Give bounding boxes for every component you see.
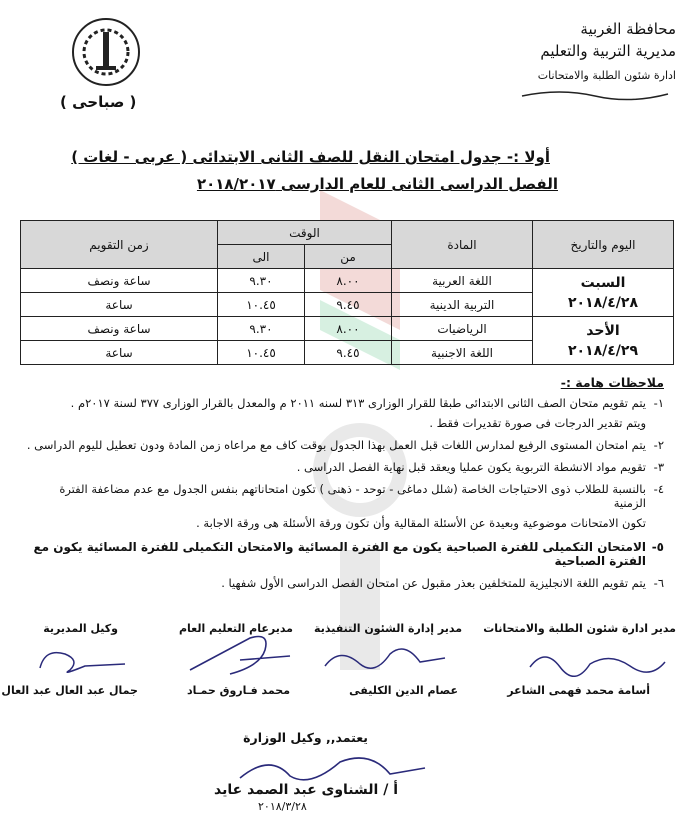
signatory-role: مدير إدارة الشئون التنفيذية [314, 622, 462, 635]
signature-scribble [520, 642, 670, 682]
note-item [24, 576, 664, 590]
exam-schedule-table [20, 220, 674, 365]
header-flourish [520, 86, 670, 102]
note-text: يتم امتحان المستوى الرفيع لمدارس اللغات قبل العمل بهذا الجدول بوقت كاف مع مراعاه زمن المادة ودون تعطيل لليوم الدراسى . [26, 438, 646, 452]
ministry-logo [72, 18, 140, 86]
signatory-name: محمد فـاروق حمـاد [186, 684, 290, 697]
gear-tower-icon [74, 20, 138, 84]
governorate-name: محافظة الغربية [580, 20, 676, 38]
approval-date: ٢٠١٨/٣/٢٨ [258, 800, 307, 813]
approver-name: أ / الشناوى عبد الصمد عايد [214, 782, 398, 798]
note-number: ٦- [653, 576, 664, 590]
signatory-role: وكيل المديرية [43, 622, 118, 635]
note-text: بالنسبة للطلاب ذوى الاحتياجات الخاصة (شلل دماغى - توحد - ذهنى ) تكون امتحاناتهم بنفس الجدول مع عدم مضاعفة الفترة الزمنية [59, 482, 646, 510]
day-name: السبت [580, 274, 626, 291]
to-cell: ١٠.٤٥ [218, 293, 305, 317]
note-item [24, 540, 664, 568]
note-item [24, 438, 664, 452]
to-cell: ١٠.٤٥ [218, 341, 305, 365]
session-label: ( صباحى ) [60, 93, 137, 111]
note-text: تكون الامتحانات موضوعية وبعيدة عن الأسئلة المقالية وأن تكون ورقة الأسئلة هى ورقة الاجابة . [196, 516, 646, 530]
signature-scribble [320, 636, 450, 680]
from-cell: ٨.٠٠ [305, 269, 392, 293]
signatory-role: مدير ادارة شئون الطلبة والامتحانات [483, 622, 676, 635]
exam-date: ٢٠١٨/٤/٢٩ [567, 342, 639, 359]
signatory-name: أسامة محمد فهمى الشاعر [507, 684, 650, 697]
duration-cell: ساعة [21, 341, 218, 365]
note-text: يتم تقويم اللغة الانجليزية للمتخلفين بعذر مقبول عن امتحان الفصل الدراسى الأول شفهيا . [221, 576, 646, 590]
from-cell: ٨.٠٠ [305, 317, 392, 341]
note-number: ٢- [653, 438, 664, 452]
signatory-name: عصام الدين الكليفى [349, 684, 458, 697]
notes-heading: ملاحظات هامة :- [560, 375, 664, 390]
col-duration: زمن التقويم [21, 221, 218, 269]
to-cell: ٩.٣٠ [218, 317, 305, 341]
day-cell [533, 317, 674, 365]
col-time: الوقت [218, 221, 392, 245]
day-name: الأحد [586, 322, 620, 339]
note-item [24, 416, 664, 430]
note-number [646, 516, 664, 530]
table-row [21, 317, 674, 341]
duration-cell: ساعة [21, 293, 218, 317]
col-subject: المادة [392, 221, 533, 269]
subject-cell: اللغة الاجنبية [392, 341, 533, 365]
note-number: ٤- [653, 482, 664, 496]
note-text: تقويم مواد الانشطة التربوية يكون عمليا ويعقد قبل نهاية الفصل الدراسى . [296, 460, 646, 474]
approval-label: يعتمد,, وكيل الوزارة [243, 730, 368, 745]
note-item [24, 516, 664, 530]
note-item [24, 482, 664, 510]
note-item [24, 460, 664, 474]
notes-section [24, 376, 664, 590]
note-text: يتم تقويم متحان الصف الثانى الابتدائى طبقا للقرار الوزارى ٣١٣ لسنه ٢٠١١ م والمعدل بالقرار الوزارى ٣٧٧ لسنة ٢٠١٧م . [70, 396, 646, 410]
exam-date: ٢٠١٨/٤/٢٨ [567, 294, 639, 311]
subject-cell: الرياضيات [392, 317, 533, 341]
note-text: الامتحان التكميلى للفترة الصباحية يكون مع الفترة المسائية والامتحان التكميلى للفترة المسائية يكون مع الفترة الصباحية [33, 540, 646, 568]
signature-scribble [180, 630, 300, 680]
directorate-name: مديرية التربية والتعليم [540, 42, 676, 60]
from-cell: ٩.٤٥ [305, 341, 392, 365]
table-row [21, 269, 674, 293]
note-number: ٣- [653, 460, 664, 474]
exam-title: أولا :- جدول امتحان النقل للصف الثانى الابتدائى ( عربى - لغات ) [71, 148, 550, 166]
duration-cell: ساعة ونصف [21, 317, 218, 341]
note-item [24, 396, 664, 410]
col-to: الى [218, 245, 305, 269]
subject-cell: اللغة العربية [392, 269, 533, 293]
col-day-date: اليوم والتاريخ [533, 221, 674, 269]
term-title: الفصل الدراسى الثانى للعام الدارسى ٢٠١٨/٢٠١٧ [196, 175, 558, 193]
note-text: ويتم تقدير الدرجات فى صورة تقديرات فقط . [429, 416, 646, 430]
day-cell [533, 269, 674, 317]
department-name: ادارة شئون الطلبة والامتحانات [537, 69, 676, 82]
subject-cell: التربية الدينية [392, 293, 533, 317]
note-number: ٥- [651, 540, 664, 554]
from-cell: ٩.٤٥ [305, 293, 392, 317]
to-cell: ٩.٣٠ [218, 269, 305, 293]
signature-scribble [30, 640, 130, 680]
duration-cell: ساعة ونصف [21, 269, 218, 293]
note-number [646, 416, 664, 430]
col-from: من [305, 245, 392, 269]
signatory-name: جمال عبد العال عبد العال [1, 684, 138, 697]
note-number: ١- [653, 396, 664, 410]
signatory-role: مديرعام التعليم العام [178, 622, 293, 635]
